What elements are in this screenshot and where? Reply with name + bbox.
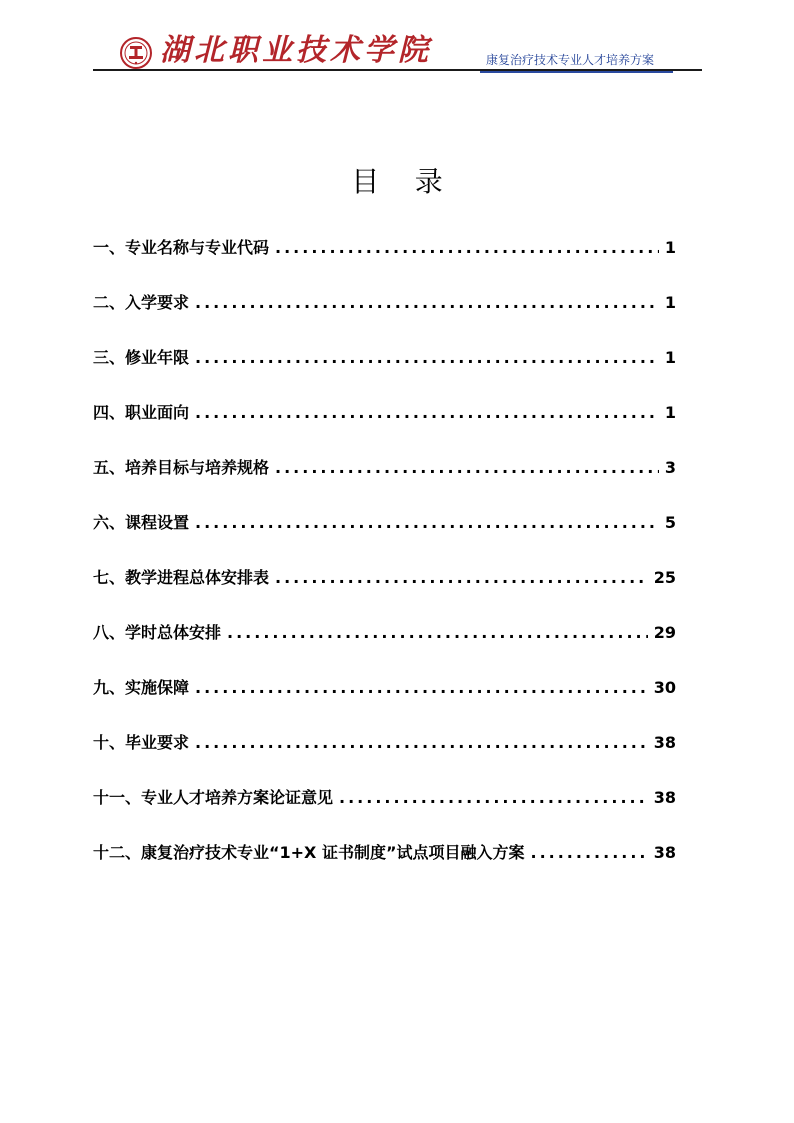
toc-entry[interactable] <box>93 343 676 398</box>
toc-entry[interactable] <box>93 673 676 728</box>
toc-entry-page: 1 <box>664 238 676 257</box>
toc-leader-dots <box>275 233 659 263</box>
toc-entry-page: 3 <box>664 458 676 477</box>
toc-leader-dots <box>195 343 659 373</box>
toc-leader-dots <box>275 453 659 483</box>
toc-entry-label: 十、毕业要求 <box>93 733 190 752</box>
toc-entry-label: 七、教学进程总体安排表 <box>93 568 270 587</box>
page-header <box>0 0 794 80</box>
document-title: 康复治疗技术专业人才培养方案 <box>486 53 655 67</box>
toc-entry-page: 25 <box>653 568 676 587</box>
toc-entry-page: 38 <box>653 733 676 752</box>
toc-entry-label: 六、课程设置 <box>93 513 190 532</box>
toc-leader-dots <box>227 618 648 648</box>
toc-entry-label: 三、修业年限 <box>93 348 190 367</box>
table-of-contents <box>93 233 676 893</box>
header-accent-divider <box>480 71 673 73</box>
toc-entry-page: 5 <box>664 513 676 532</box>
toc-entry-page: 38 <box>653 788 676 807</box>
toc-leader-dots <box>275 563 648 593</box>
toc-entry[interactable] <box>93 618 676 673</box>
toc-entry[interactable] <box>93 728 676 783</box>
toc-entry-page: 29 <box>653 623 676 642</box>
toc-entry[interactable] <box>93 453 676 508</box>
toc-entry-label: 十二、康复治疗技术专业“1+X 证书制度”试点项目融入方案 <box>93 843 525 862</box>
toc-entry-label: 十一、专业人才培养方案论证意见 <box>93 788 334 807</box>
toc-entry-label: 一、专业名称与专业代码 <box>93 238 270 257</box>
toc-entry-label: 九、实施保障 <box>93 678 190 697</box>
toc-entry-page: 38 <box>653 843 676 862</box>
toc-leader-dots <box>195 508 659 538</box>
toc-entry-label: 四、职业面向 <box>93 403 190 422</box>
toc-entry-page: 30 <box>653 678 676 697</box>
toc-leader-dots <box>195 673 648 703</box>
toc-entry-page: 1 <box>664 403 676 422</box>
toc-title: 目 录 <box>351 165 443 198</box>
toc-entry[interactable] <box>93 233 676 288</box>
toc-entry[interactable] <box>93 508 676 563</box>
toc-leader-dots <box>195 398 659 428</box>
toc-entry-label: 五、培养目标与培养规格 <box>93 458 270 477</box>
toc-entry[interactable] <box>93 783 676 838</box>
toc-entry-label: 二、入学要求 <box>93 293 190 312</box>
toc-entry-label: 八、学时总体安排 <box>93 623 222 642</box>
toc-entry-page: 1 <box>664 293 676 312</box>
school-name: 湖北职业技术学院 <box>160 33 432 68</box>
toc-leader-dots <box>195 728 648 758</box>
toc-leader-dots <box>339 783 648 813</box>
toc-leader-dots <box>530 838 647 868</box>
toc-entry-page: 1 <box>664 348 676 367</box>
toc-entry[interactable] <box>93 563 676 618</box>
school-seal-icon <box>120 37 152 69</box>
toc-leader-dots <box>195 288 659 318</box>
toc-entry[interactable] <box>93 838 676 893</box>
toc-entry[interactable] <box>93 288 676 343</box>
toc-entry[interactable] <box>93 398 676 453</box>
